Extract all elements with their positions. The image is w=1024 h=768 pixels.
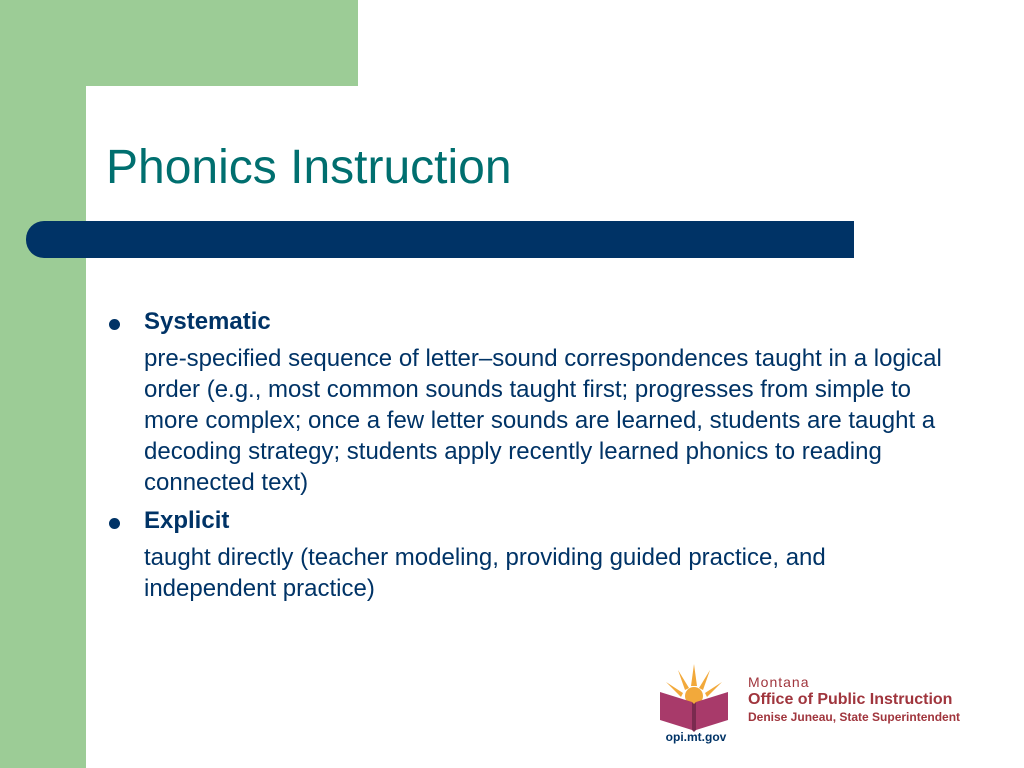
logo-state: Montana <box>748 674 810 690</box>
slide-title: Phonics Instruction <box>106 141 512 194</box>
title-underline-bar <box>26 221 854 258</box>
logo-superintendent: Denise Juneau, State Superintendent <box>748 710 961 724</box>
logo-text <box>748 674 960 725</box>
bullet-body: taught directly (teacher modeling, providing guided practice, and independent practice) <box>144 544 826 602</box>
bullet-item-systematic <box>106 305 956 498</box>
logo-url: opi.mt.gov <box>665 730 727 744</box>
book-sun-logo-icon <box>656 662 732 732</box>
bullet-dot-icon <box>109 518 120 529</box>
green-left-strip <box>0 0 86 768</box>
bullet-heading: Systematic <box>144 308 271 335</box>
opi-logo <box>656 662 1006 748</box>
bullet-item-explicit <box>106 504 956 604</box>
bullet-dot-icon <box>109 319 120 330</box>
bullet-heading: Explicit <box>144 507 230 534</box>
slide-content <box>106 305 956 610</box>
logo-office: Office of Public Instruction <box>748 691 953 708</box>
bullet-body: pre-specified sequence of letter–sound correspondences taught in a logical order (e.g., most common sounds taught first; progresses from simple to more complex; once a few letter sounds are learned, students are taught a decoding strategy; students apply recently learned phonics to reading connected text) <box>144 345 942 496</box>
